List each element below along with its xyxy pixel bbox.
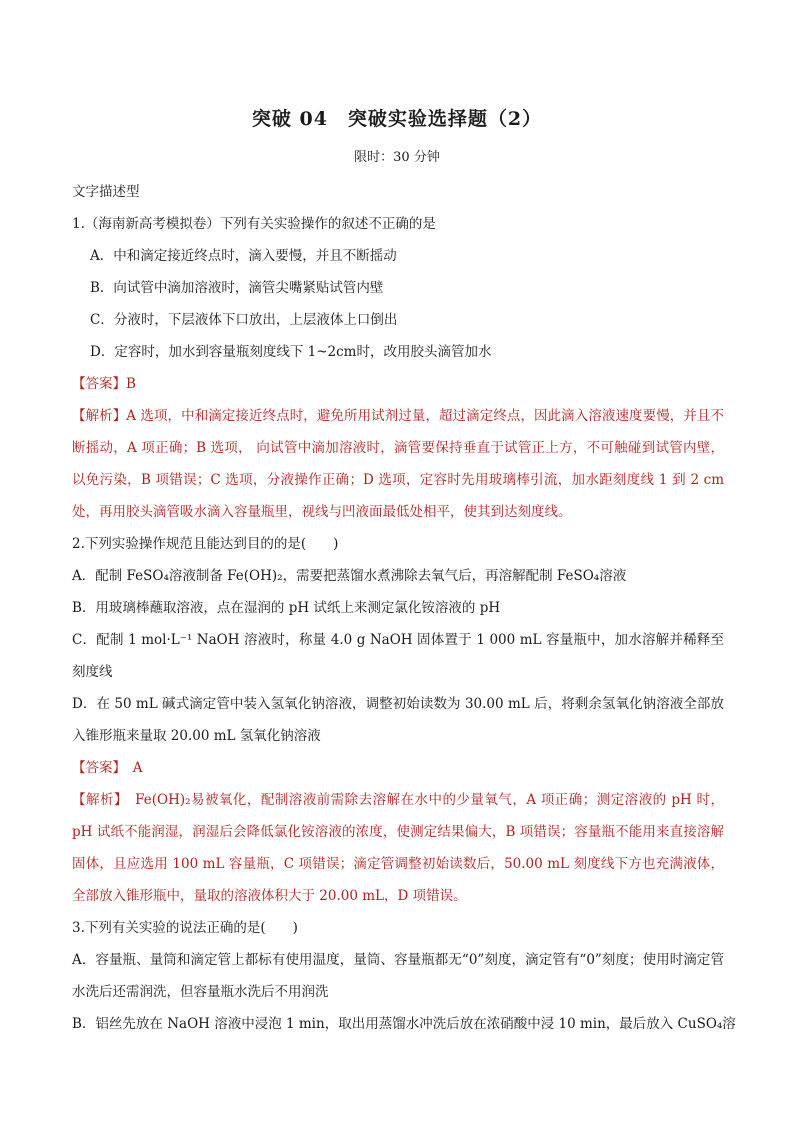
q1-analysis-label: 【解析】 bbox=[72, 408, 127, 424]
q3-stem: 3.下列有关实验的说法正确的是( ) bbox=[72, 920, 298, 936]
q2-analysis-label: 【解析】 bbox=[72, 792, 122, 808]
q1-option-d: D．定容时，加水到容量瓶刻度线下 1~2cm时，改用胶头滴管加水 bbox=[90, 344, 492, 360]
page-title: 突破 04 突破实验选择题（2） bbox=[251, 108, 543, 130]
q1-analysis-text: A 选项，中和滴定接近终点时，避免所用试剂过量，超过滴定终点，因此滴入溶液速度要慢，并且不断摇动，A 项正确；B 选项， 向试管中滴加溶液时，滴管要保持垂直于试管正上方，不可触碰到试管内壁，以免污染，B 项错误；C 选项，分液操作正确；D 选项，定容时先用玻璃棒引流，加水距刻度线 1 到 2 cm处，再用胶头滴管吸水滴入容量瓶里，视线与凹液面最低处相平，使其到达刻度线。 bbox=[72, 408, 724, 520]
q1-analysis bbox=[72, 400, 724, 528]
time-limit: 限时：30 分钟 bbox=[354, 150, 440, 165]
content bbox=[72, 176, 736, 1040]
q1-stem: 1.（海南新高考模拟卷）下列有关实验操作的叙述不正确的是 bbox=[72, 216, 436, 232]
q1-option-c: C．分液时，下层液体下口放出，上层液体上口倒出 bbox=[90, 312, 398, 328]
q2-option-a: A．配制 FeSO₄溶液制备 Fe(OH)₂，需要把蒸馏水煮沸除去氧气后，再溶解配制 FeSO₄溶液 bbox=[72, 568, 627, 584]
q3-option-a: A．容量瓶、量筒和滴定管上都标有使用温度，量筒、容量瓶都无“0”刻度，滴定管有“0”刻度；使用时滴定管水洗后还需润洗，但容量瓶水洗后不用润洗 bbox=[72, 952, 724, 1000]
q2-analysis bbox=[72, 784, 724, 912]
q2-analysis-text: Fe(OH)₂易被氧化，配制溶液前需除去溶解在水中的少量氧气，A 项正确；测定溶液的 pH 时，pH 试纸不能润湿，润湿后会降低氯化铵溶液的浓度，使测定结果偏大，B 项错误；容量瓶不能用来直接溶解固体，且应选用 100 mL 容量瓶，C 项错误；滴定管调整初始读数后，50.00 mL 刻度线下方也充满液体，全部放入锥形瓶中，量取的溶液体积大于 20.00 mL，D 项错误。 bbox=[72, 792, 724, 904]
q2-option-b: B．用玻璃棒蘸取溶液，点在湿润的 pH 试纸上来测定氯化铵溶液的 pH bbox=[72, 600, 501, 616]
q1-option-a: A．中和滴定接近终点时，滴入要慢，并且不断摇动 bbox=[90, 248, 397, 264]
q3-option-b: B．铝丝先放在 NaOH 溶液中浸泡 1 min，取出用蒸馏水冲洗后放在浓硝酸中浸 10 min，最后放入 CuSO₄溶 bbox=[72, 1016, 736, 1032]
q2-option-c: C．配制 1 mol·L⁻¹ NaOH 溶液时，称量 4.0 g NaOH 固体置于 1 000 mL 容量瓶中，加水溶解并稀释至刻度线 bbox=[72, 632, 724, 680]
q2-answer: 【答案】 A bbox=[72, 760, 143, 776]
q1-answer: 【答案】B bbox=[72, 376, 136, 392]
q2-stem: 2.下列实验操作规范且能达到目的的是( ) bbox=[72, 536, 339, 552]
section-heading: 文字描述型 bbox=[72, 184, 140, 200]
q1-option-b: B．向试管中滴加溶液时，滴管尖嘴紧贴试管内壁 bbox=[90, 280, 384, 296]
q2-option-d: D．在 50 mL 碱式滴定管中装入氢氧化钠溶液，调整初始读数为 30.00 mL 后，将剩余氢氧化钠溶液全部放入锥形瓶来量取 20.00 mL 氢氧化钠溶液 bbox=[72, 696, 724, 744]
